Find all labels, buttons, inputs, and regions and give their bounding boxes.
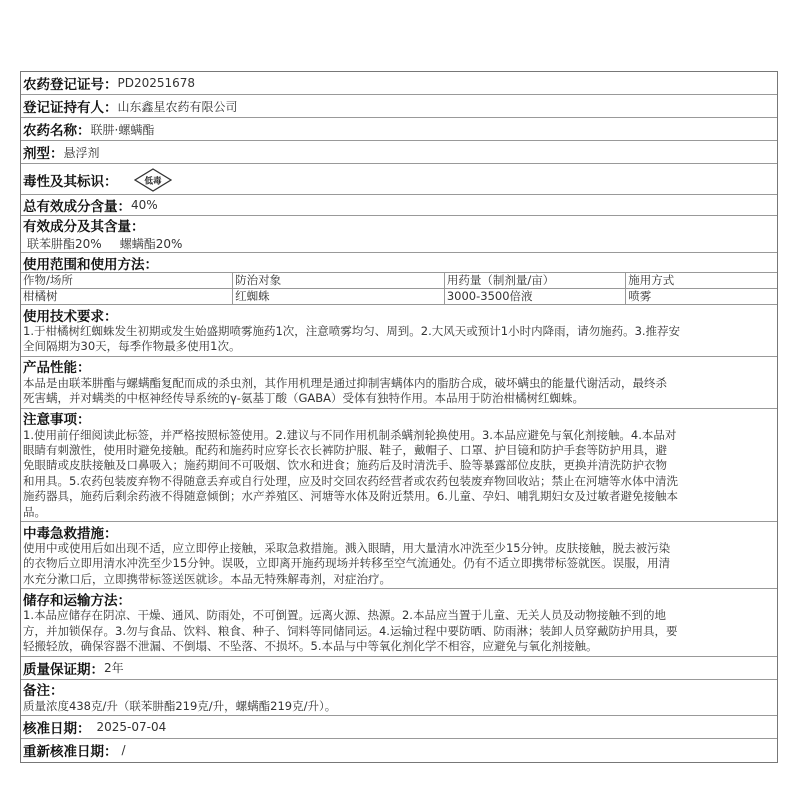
precautions-line-6: 品。: [23, 504, 46, 519]
holder-value: 山东鑫星农药有限公司: [117, 99, 238, 114]
holder-label: 登记证持有人：: [23, 100, 118, 116]
precautions-line-4: 和用具。5.农药包装废弃物不得随意丢弃或自行处理，应及时交回农药经营者或农药包装废弃物回收站；禁止在河塘等水体中清洗: [23, 473, 678, 488]
usage-cell-crop: 柑橘树: [21, 289, 233, 305]
usage-cell-target: 红蜘蛛: [233, 289, 445, 305]
warranty-row: [21, 657, 777, 680]
storage-section: [21, 589, 777, 656]
reg-no-value: PD20251678: [117, 76, 196, 90]
technique-line-1: 1.于柑橘树红蜘蛛发生初期或发生始盛期喷雾施药1次，注意喷雾均匀、周到。2.大风天或预计1小时内降雨，请勿施药。3.推荐安: [23, 324, 681, 338]
usage-header-crop: 作物/场所: [21, 273, 233, 289]
technique-label: 使用技术要求：: [23, 308, 118, 325]
technique-section: [21, 305, 777, 357]
storage-line-1: 1.本品应储存在阴凉、干燥、通风、防雨处，不可倒置。远离火源、热源。2.本品应当置于儿童、无关人员及动物接触不到的地: [23, 608, 666, 623]
ingredients-row: [21, 216, 777, 253]
total-content-value: 40%: [131, 198, 158, 212]
approve-date-value: 2025-07-04: [96, 719, 167, 734]
toxicity-badge-text: 低毒: [143, 176, 162, 186]
performance-text: [21, 376, 777, 408]
usage-table-header: [21, 273, 777, 289]
technique-line-2: 全间隔期为30天，每季作物最多使用1次。: [23, 339, 241, 354]
total-content-label: 总有效成分含量：: [23, 199, 131, 215]
usage-header-dosage: 用药量（制剂量/亩）: [444, 273, 625, 289]
usage-cell-method: 喷雾: [626, 289, 777, 305]
warranty-label: 质量保证期：: [23, 661, 104, 678]
name-value: 联肼·螺螨酯: [90, 122, 155, 137]
toxicity-row: [21, 164, 777, 195]
usage-cell-dosage: 3000-3500倍液: [444, 289, 625, 305]
first-aid-line-2: 的衣物后立即用清水冲洗至少15分钟。误吸，立即离开施药现场并转移至空气流通处。仍有不适立即携带标签就医。误服，用清: [23, 556, 671, 571]
precautions-line-3: 免眼睛或皮肤接触及口鼻吸入；施药期间不可吸烟、饮水和进食；施药后及时清洗手、脸等暴露部位皮肤，更换并清洗防护衣物: [23, 458, 667, 473]
precautions-text: [21, 428, 777, 521]
reapprove-date-row: [21, 739, 777, 762]
usage-header-method: 施用方式: [626, 273, 777, 289]
technique-text: [21, 324, 777, 356]
usage-header-target: 防治对象: [233, 273, 445, 289]
storage-text: [21, 608, 777, 655]
ingredient-2: 螺螨酯20%: [119, 236, 183, 251]
storage-label: 储存和运输方法：: [23, 592, 131, 609]
low-toxicity-diamond-icon: [134, 168, 172, 192]
precautions-line-5: 施药器具，施药后剩余药液不得随意倾倒；水产养殖区、河塘等水体及附近禁用。6.儿童、孕妇、哺乳期妇女及过敏者避免接触本: [23, 489, 678, 504]
remarks-text: [21, 699, 777, 715]
reg-no-label: 农药登记证号：: [23, 77, 118, 93]
formulation-label: 剂型：: [23, 146, 64, 162]
approve-date-label: 核准日期：: [23, 720, 91, 737]
performance-line-2: 死害螨，并对螨类的中枢神经传导系统的γ-氨基丁酸（GABA）受体有独特作用。本品用于防治柑橘树红蜘蛛。: [23, 391, 584, 406]
warranty-value: 2年: [104, 661, 124, 675]
formulation-value: 悬浮剂: [63, 145, 100, 160]
usage-table: [21, 272, 777, 304]
table-row: [21, 289, 777, 305]
ingredients-label: 有效成分及其含量：: [23, 219, 145, 235]
holder-row: [21, 95, 777, 118]
reapprove-date-value: /: [121, 743, 126, 758]
ingredient-1: 联苯肼酯20%: [27, 236, 102, 251]
reapprove-date-label: 重新核准日期：: [23, 744, 118, 761]
precautions-line-1: 1.使用前仔细阅读此标签，并严格按照标签使用。2.建议与不同作用机制杀螨剂轮换使用。3.本品应避免与氧化剂接触。4.本品对: [23, 427, 677, 442]
first-aid-line-3: 水充分漱口后，立即携带标签送医就诊。本品无特殊解毒剂，对症治疗。: [23, 571, 391, 586]
formulation-row: [21, 141, 777, 164]
remarks-label: 备注：: [23, 683, 64, 699]
first-aid-text: [21, 541, 777, 588]
label-document: [20, 71, 778, 763]
performance-section: [21, 357, 777, 409]
precautions-section: [21, 409, 777, 522]
first-aid-line-1: 使用中或使用后如出现不适，应立即停止接触，采取急救措施。溅入眼睛，用大量清水冲洗至少15分钟。皮肤接触，脱去被污染: [23, 541, 671, 556]
remarks-line-1: 质量浓度438克/升（联苯肼酯219克/升，螺螨酯219克/升）。: [23, 698, 337, 713]
first-aid-section: [21, 522, 777, 589]
toxicity-label: 毒性及其标识：: [23, 173, 118, 190]
storage-line-3: 轻搬轻放，确保容器不泄漏、不倒塌、不坠落、不损坏。5.本品与中等氧化剂化学不相容，应避免与氧化剂接触。: [23, 639, 598, 654]
usage-label: 使用范围和使用方法：: [23, 256, 158, 273]
usage-section: [21, 253, 777, 305]
remarks-section: [21, 680, 777, 716]
approve-date-row: [21, 716, 777, 739]
performance-line-1: 本品是由联苯肼酯与螺螨酯复配而成的杀虫剂，其作用机理是通过抑制害螨体内的脂肪合成，破坏螨虫的能量代谢活动，最终杀: [23, 375, 667, 390]
total-content-row: [21, 195, 777, 216]
name-row: [21, 118, 777, 141]
name-label: 农药名称：: [23, 123, 91, 139]
precautions-label: 注意事项：: [23, 412, 91, 429]
first-aid-label: 中毒急救措施：: [23, 525, 118, 542]
storage-line-2: 方，并加锁保存。3.勿与食品、饮料、粮食、种子、饲料等同储同运。4.运输过程中要防晒、防雨淋；装卸人员穿戴防护用具，要: [23, 623, 678, 638]
performance-label: 产品性能：: [23, 360, 91, 377]
reg-no-row: [21, 72, 777, 95]
precautions-line-2: 眼睛有刺激性，使用时避免接触。配药和施药时应穿长衣长裤防护服、鞋子，戴帽子、口罩、护目镜和防护手套等防护用具，避: [23, 443, 667, 458]
